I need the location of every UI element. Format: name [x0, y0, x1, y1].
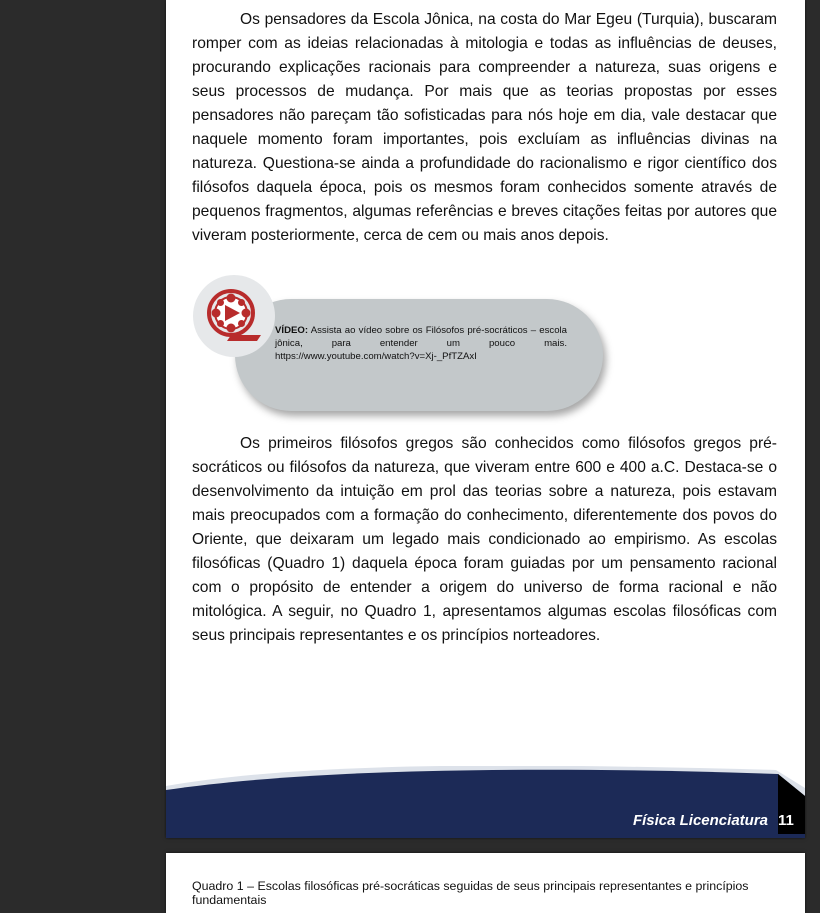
page-number: 11 — [778, 812, 794, 829]
video-callout-text — [275, 324, 567, 363]
footer-course-title: Física Licenciatura — [632, 812, 768, 829]
document-page — [166, 0, 805, 838]
video-callout — [193, 273, 613, 418]
document-page — [166, 853, 805, 913]
table-caption: Quadro 1 – Escolas filosóficas pré-socráticas seguidas de seus principais representantes e princípios fundamentais — [192, 879, 749, 907]
body-paragraph: Os pensadores da Escola Jônica, na costa do Mar Egeu (Turquia), buscaram romper com as ideias relacionadas à mitologia e todas as influências de deuses, procurando explicações racionais para compreender a natureza, suas origens e seus processos de mudança. Por mais que as teorias propostas por esses pensadores não pareçam tão sofisticadas para nós hoje em dia, vale destacar que naquele momento foram importantes, pois excluíam as influências divinas na natureza. Questiona-se ainda a profundidade do racionalismo e rigor científico dos filósofos daquela época, pois os mesmos foram conhecidos somente através de pequenos fragmentos, algumas referências e breves citações feitas por autores que viveram posteriormente, cerca de cem ou mais anos depois. — [192, 11, 777, 244]
video-icon-badge — [193, 275, 275, 357]
film-reel-play-icon — [203, 285, 265, 347]
video-description: Assista ao vídeo sobre os Filósofos pré-socráticos – escola jônica, para entender um pouco mais. https://www.youtube.com/watch?v=Xj-_PfTZAxI — [275, 325, 567, 362]
video-label: VÍDEO: — [275, 325, 309, 336]
body-paragraph: Os primeiros filósofos gregos são conhecidos como filósofos gregos pré-socráticos ou filósofos da natureza, que viveram entre 600 e 400 a.C. Destaca-se o desenvolvimento da intuição em prol das teorias sobre a natureza, pois estavam mais preocupados com a formação do conhecimento, diferentemente dos povos do Oriente, que deixaram um legado mais condicionado ao empirismo. As escolas filosóficas (Quadro 1) daquela época foram guiadas por um pensamento racional com o propósito de entender a origem do universo de forma racional e não mitológica. A seguir, no Quadro 1, apresentamos algumas escolas filosóficas com seus principais representantes e os princípios norteadores. — [192, 435, 777, 644]
